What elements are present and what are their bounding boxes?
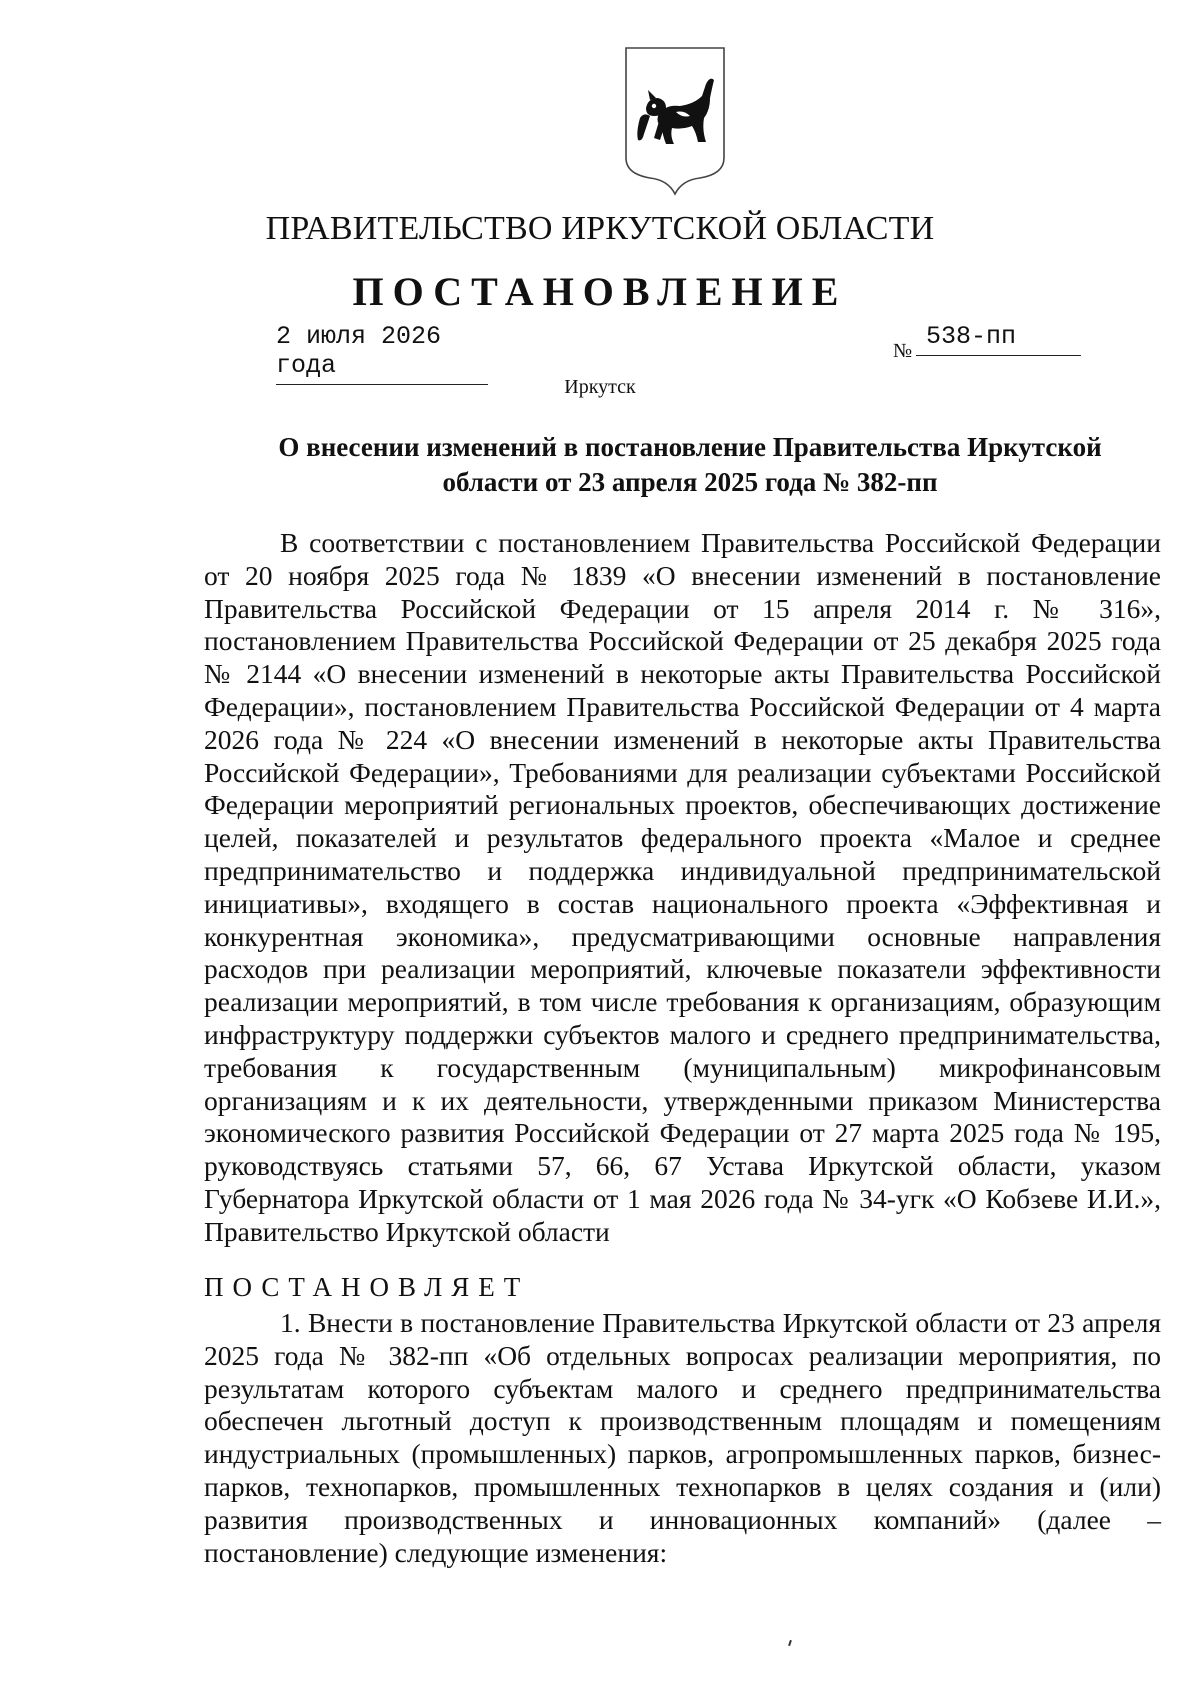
number-sign: № <box>893 340 913 362</box>
city-name: Иркутск <box>564 376 636 398</box>
government-title: ПРАВИТЕЛЬСТВО ИРКУТСКОЙ ОБЛАСТИ <box>265 210 935 247</box>
document-type-title: ПОСТАНОВЛЕНИЕ <box>352 269 848 314</box>
document-date: 2 июля 2026 года <box>276 322 488 385</box>
document-subject: О внесении изменений в постановление Правительства Иркутской области от 23 апреля 2025 года № 382-пп <box>278 432 1102 497</box>
preamble-paragraph: В соответствии с постановлением Правительства Российской Федерации от 20 ноября 2025 года № 1839 «О внесении изменений в постановление Правительства Российской Федерации от 15 апреля 2014 г. № 316», постановлением Правительства Российской Федерации от 25 декабря 2025 года № 2144 «О внесении изменений в некоторые акты Правительства Российской Федерации», постановлением Правительства Российской Федерации от 4 марта 2026 года № 224 «О внесении изменений в некоторые акты Правительства Российской Федерации», Требованиями для реализации субъектами Российской Федерации мероприятий региональных проектов, обеспечивающих достижение целей, показателей и результатов федерального проекта «Малое и среднее предпринимательство и поддержка индивидуальной предпринимательской инициативы», входящего в состав национального проекта «Эффективная и конкурентная экономика», предусматривающими основные направления расходов при реализации мероприятий, ключевые показатели эффективности реализации мероприятий, в том числе требования к организациям, образующим инфраструктуру поддержки субъектов малого и среднего предпринимательства, требования к государственным (муниципальным) микрофинансовым организациям и к их деятельности, утвержденными приказом Министерства экономического развития Российской Федерации от 27 марта 2025 года № 195, руководствуясь статьями 57, 66, 67 Устава Иркутской области, указом Губернатора Иркутской области от 1 мая 2026 года № 34-угк «О Кобзеве И.И.», Правительство Иркутской области <box>204 527 1161 1247</box>
item-1-paragraph: 1. Внести в постановление Правительства Иркутской области от 23 апреля 2025 года № 382-пп «Об отдельных вопросах реализации мероприятия, по результатам которого субъектам малого и среднего предпринимательства обеспечен льготный доступ к производственным площадям и помещениям индустриальных (промышленных) парков, агропромышленных парков, бизнес-парков, технопарков, промышленных технопарков в целях создания и (или) развития производственных и инновационных компаний» (далее – постановление) следующие изменения: <box>204 1307 1161 1568</box>
document-number: 538-пп <box>916 322 1081 356</box>
decree-word: ПОСТАНОВЛЯЕТ <box>204 1272 530 1302</box>
coat-of-arms-icon <box>620 46 730 196</box>
scan-mark <box>788 1640 792 1646</box>
